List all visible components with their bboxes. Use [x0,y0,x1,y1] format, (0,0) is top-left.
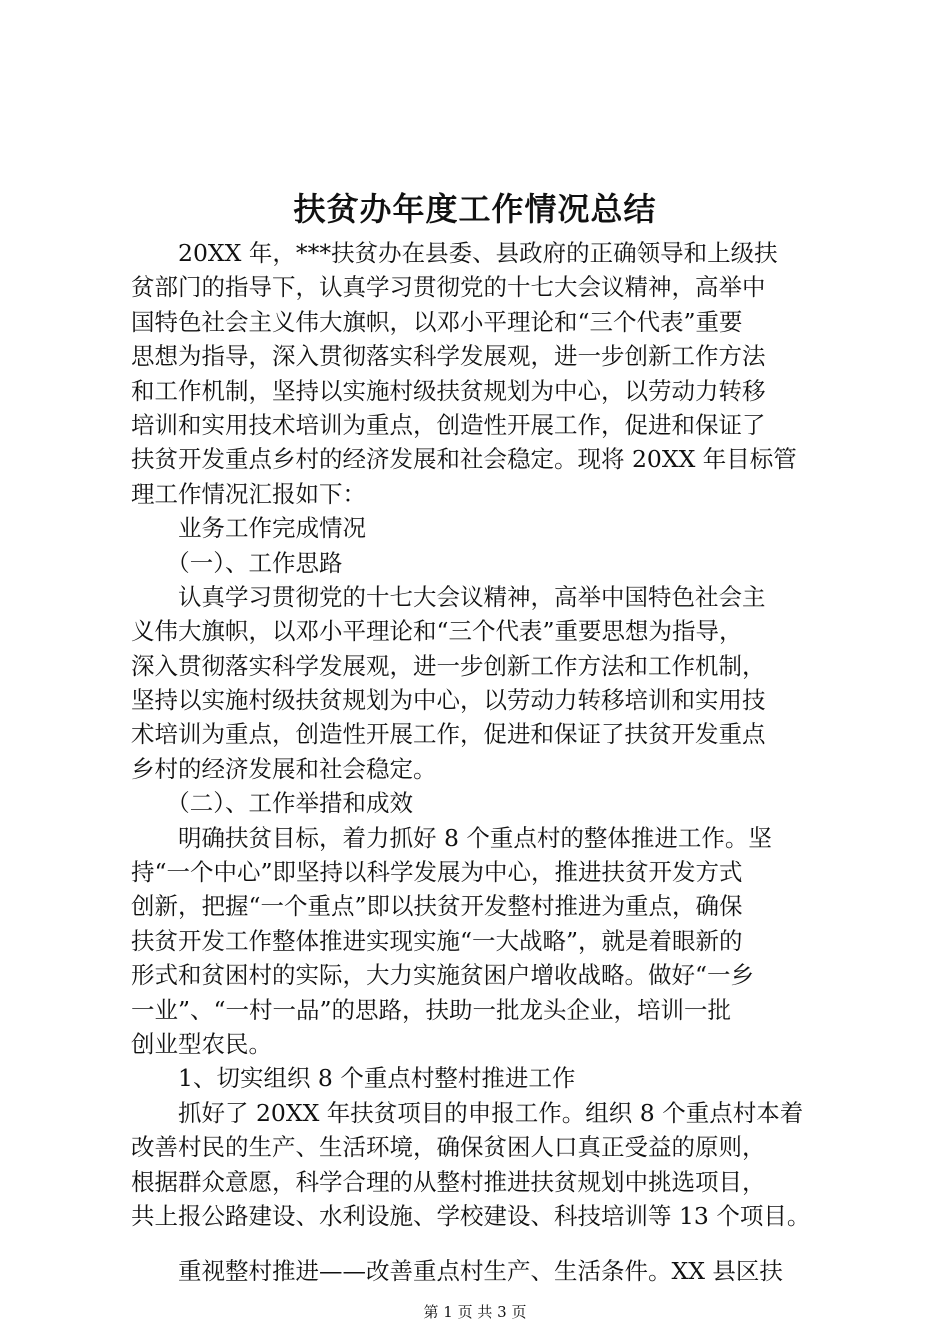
page-footer: 第 1 页 共 3 页 [423,1303,527,1321]
text-line: 创新，把握“一个重点”即以扶贫开发整村推进为重点，确保 [131,892,743,921]
text-line: 明确扶贫目标，着力抓好 8 个重点村的整体推进工作。坚 [131,823,772,852]
text-line: 培训和实用技术培训为重点，创造性开展工作，促进和保证了 [131,410,766,439]
text-line: 改善村民的生产、生活环境，确保贫困人口真正受益的原则， [131,1133,766,1162]
document-title: 扶贫办年度工作情况总结 [293,190,657,228]
text-line: 贫部门的指导下，认真学习贯彻党的十七大会议精神，高举中 [131,273,766,302]
text-line: 扶贫开发工作整体推进实现实施“一大战略”，就是着眼新的 [131,926,743,955]
subsection-heading: （一）、工作思路 [131,548,343,577]
text-line: 认真学习贯彻党的十七大会议精神，高举中国特色社会主 [131,582,766,611]
text-line: 和工作机制，坚持以实施村级扶贫规划为中心，以劳动力转移 [131,376,766,405]
paragraph-gap [131,1233,831,1254]
subsection-heading: （二）、工作举措和成效 [131,789,413,818]
item-heading: 1、切实组织 8 个重点村整村推进工作 [131,1064,576,1093]
text-line: 形式和贫困村的实际，大力实施贫困户增收战略。做好“一乡 [131,961,755,990]
text-line: 深入贯彻落实科学发展观，进一步创新工作方法和工作机制， [131,651,766,680]
text-line: 乡村的经济发展和社会稳定。 [131,754,437,783]
document-body [131,236,831,1289]
text-line: 重视整村推进——改善重点村生产、生活条件。XX 县区扶 [131,1257,783,1286]
text-line: 根据群众意愿，科学合理的从整村推进扶贫规划中挑选项目， [131,1167,766,1196]
text-line: 抓好了 20XX 年扶贫项目的申报工作。组织 8 个重点村本着 [131,1098,804,1127]
text-line: 义伟大旗帜，以邓小平理论和“三个代表”重要思想为指导， [131,617,743,646]
text-line: 一业”、“一村一品”的思路，扶助一批龙头企业，培训一批 [131,995,732,1024]
text-line: 国特色社会主义伟大旗帜，以邓小平理论和“三个代表”重要 [131,307,743,336]
text-line: 20XX 年，***扶贫办在县委、县政府的正确领导和上级扶 [131,239,778,267]
text-line: 扶贫开发重点乡村的经济发展和社会稳定。现将 20XX 年目标管 [131,445,797,474]
text-line: 理工作情况汇报如下： [131,479,366,508]
text-line: 持“一个中心”即坚持以科学发展为中心，推进扶贫开发方式 [131,858,743,887]
text-line: 共上报公路建设、水利设施、学校建设、科技培训等 13 个项目。 [131,1201,811,1230]
text-line: 坚持以实施村级扶贫规划为中心，以劳动力转移培训和实用技 [131,686,766,715]
text-line: 创业型农民。 [131,1029,272,1058]
text-line: 思想为指导，深入贯彻落实科学发展观，进一步创新工作方法 [131,342,766,371]
section-heading: 业务工作完成情况 [131,514,366,543]
text-line: 术培训为重点，创造性开展工作，促进和保证了扶贫开发重点 [131,720,766,749]
